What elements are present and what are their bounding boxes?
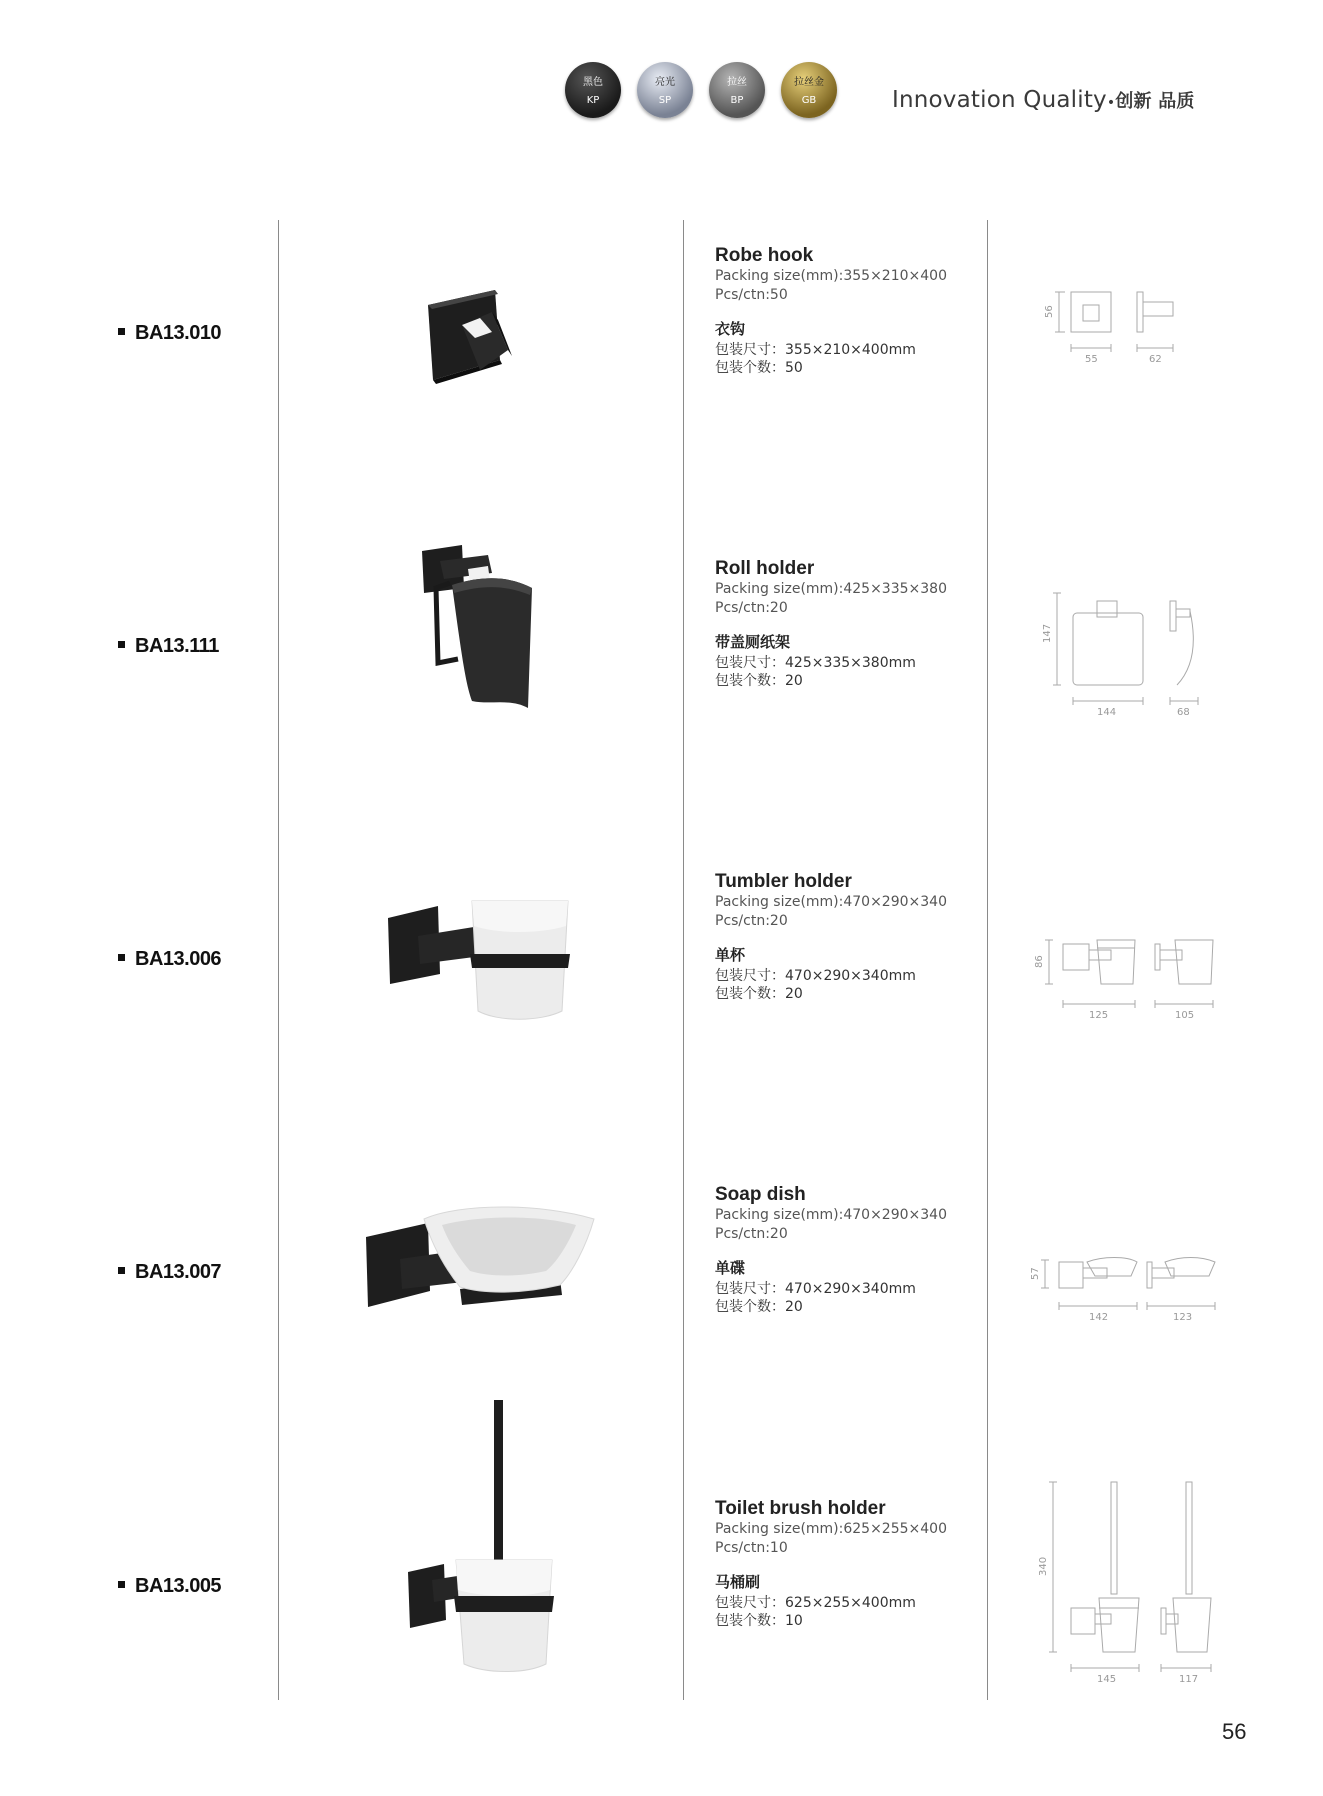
slogan-en: Innovation Quality: [892, 87, 1107, 113]
finish-code: KP: [586, 95, 600, 106]
dim-height: 86: [1034, 955, 1045, 968]
packing-size: Packing size(mm):625×255×400: [715, 1521, 947, 1537]
packing-size-cn: 包装尺寸：625×255×400mm: [715, 1595, 916, 1611]
pcs-per-carton-cn: 包装个数：20: [715, 1299, 803, 1315]
finish-cn-label: 黑色: [583, 77, 603, 88]
product-name: Roll holder: [715, 558, 815, 579]
bullet-icon: [118, 1267, 125, 1274]
packing-size-cn: 包装尺寸：470×290×340mm: [715, 1281, 916, 1297]
finish-swatch-black: [565, 62, 621, 118]
product-code: BA13.111: [118, 635, 219, 658]
slogan-separator: •: [1106, 95, 1116, 111]
finish-code: BP: [730, 95, 744, 106]
dim-depth: 105: [1175, 1010, 1195, 1021]
pcs-per-carton: Pcs/ctn:10: [715, 1540, 788, 1556]
finish-code: GB: [801, 95, 817, 106]
brand-slogan: [892, 87, 1195, 113]
dim-width: 145: [1097, 1674, 1117, 1685]
pcs-per-carton: Pcs/ctn:20: [715, 600, 788, 616]
product-name: Tumbler holder: [715, 871, 852, 892]
dim-height: 56: [1044, 305, 1055, 318]
dim-width: 144: [1097, 707, 1117, 718]
bullet-icon: [118, 641, 125, 648]
packing-size: Packing size(mm):425×335×380: [715, 581, 947, 597]
bullet-icon: [118, 1581, 125, 1588]
finish-code: SP: [658, 95, 672, 106]
product-info: [715, 1184, 975, 1316]
product-name-cn: 衣钩: [715, 320, 746, 338]
product-code: BA13.010: [118, 322, 221, 345]
pcs-per-carton-cn: 包装个数：20: [715, 673, 803, 689]
packing-size-cn: 包装尺寸：355×210×400mm: [715, 342, 916, 358]
product-row-toilet-brush-holder: [0, 1400, 1323, 1714]
product-row-robe-hook: [0, 220, 1323, 534]
slogan-cn: 创新 品质: [1115, 91, 1195, 112]
dim-width: 142: [1089, 1312, 1109, 1323]
product-code: BA13.006: [118, 948, 221, 971]
packing-size: Packing size(mm):355×210×400: [715, 268, 947, 284]
product-photo-toilet-brush-holder: [340, 1400, 630, 1690]
pcs-per-carton-cn: 包装个数：10: [715, 1613, 803, 1629]
packing-size: Packing size(mm):470×290×340: [715, 1207, 947, 1223]
technical-drawing: [1015, 926, 1245, 1126]
pcs-per-carton-cn: 包装个数：20: [715, 986, 803, 1002]
product-name-cn: 带盖厕纸架: [715, 633, 791, 651]
finish-cn-label: 拉丝: [727, 77, 747, 88]
product-info: [715, 558, 975, 690]
dim-height: 340: [1038, 1556, 1049, 1576]
finish-swatch-gold: [781, 62, 837, 118]
product-name: Robe hook: [715, 245, 814, 266]
dim-width: 125: [1089, 1010, 1109, 1021]
product-photo-roll-holder: [340, 533, 630, 847]
product-info: [715, 1498, 975, 1630]
product-info: [715, 245, 975, 377]
technical-drawing: [1015, 583, 1245, 783]
product-code: BA13.005: [118, 1575, 221, 1598]
packing-size-cn: 包装尺寸：470×290×340mm: [715, 968, 916, 984]
product-name-cn: 单杯: [715, 946, 746, 964]
technical-drawing: [1015, 260, 1245, 460]
product-code: BA13.007: [118, 1261, 221, 1284]
finish-swatch-brushed: [709, 62, 765, 118]
dim-depth: 117: [1179, 1674, 1199, 1685]
page-number: 56: [1222, 1719, 1247, 1744]
dim-depth: 68: [1177, 707, 1190, 718]
dim-depth: 123: [1173, 1312, 1193, 1323]
dim-depth: 62: [1149, 354, 1162, 365]
dim-height: 147: [1042, 623, 1053, 643]
pcs-per-carton: Pcs/ctn:50: [715, 287, 788, 303]
pcs-per-carton: Pcs/ctn:20: [715, 1226, 788, 1242]
product-name: Toilet brush holder: [715, 1498, 886, 1519]
product-name-cn: 马桶刷: [715, 1573, 761, 1591]
packing-size: Packing size(mm):470×290×340: [715, 894, 947, 910]
technical-drawing: [1015, 1480, 1245, 1690]
product-photo-robe-hook: [340, 220, 630, 534]
packing-size-cn: 包装尺寸：425×335×380mm: [715, 655, 916, 671]
dim-width: 55: [1085, 354, 1098, 365]
finish-cn-label: 拉丝金: [794, 77, 824, 88]
product-row-roll-holder: [0, 533, 1323, 847]
finish-cn-label: 亮光: [655, 77, 675, 88]
dim-height: 57: [1030, 1267, 1041, 1280]
finish-swatch-polished: [637, 62, 693, 118]
pcs-per-carton: Pcs/ctn:20: [715, 913, 788, 929]
pcs-per-carton-cn: 包装个数：50: [715, 360, 803, 376]
product-name: Soap dish: [715, 1184, 806, 1205]
product-info: [715, 871, 975, 1003]
product-row-tumbler-holder: [0, 846, 1323, 1160]
product-photo-tumbler-holder: [340, 846, 630, 1160]
bullet-icon: [118, 328, 125, 335]
product-name-cn: 单碟: [715, 1259, 746, 1277]
bullet-icon: [118, 954, 125, 961]
